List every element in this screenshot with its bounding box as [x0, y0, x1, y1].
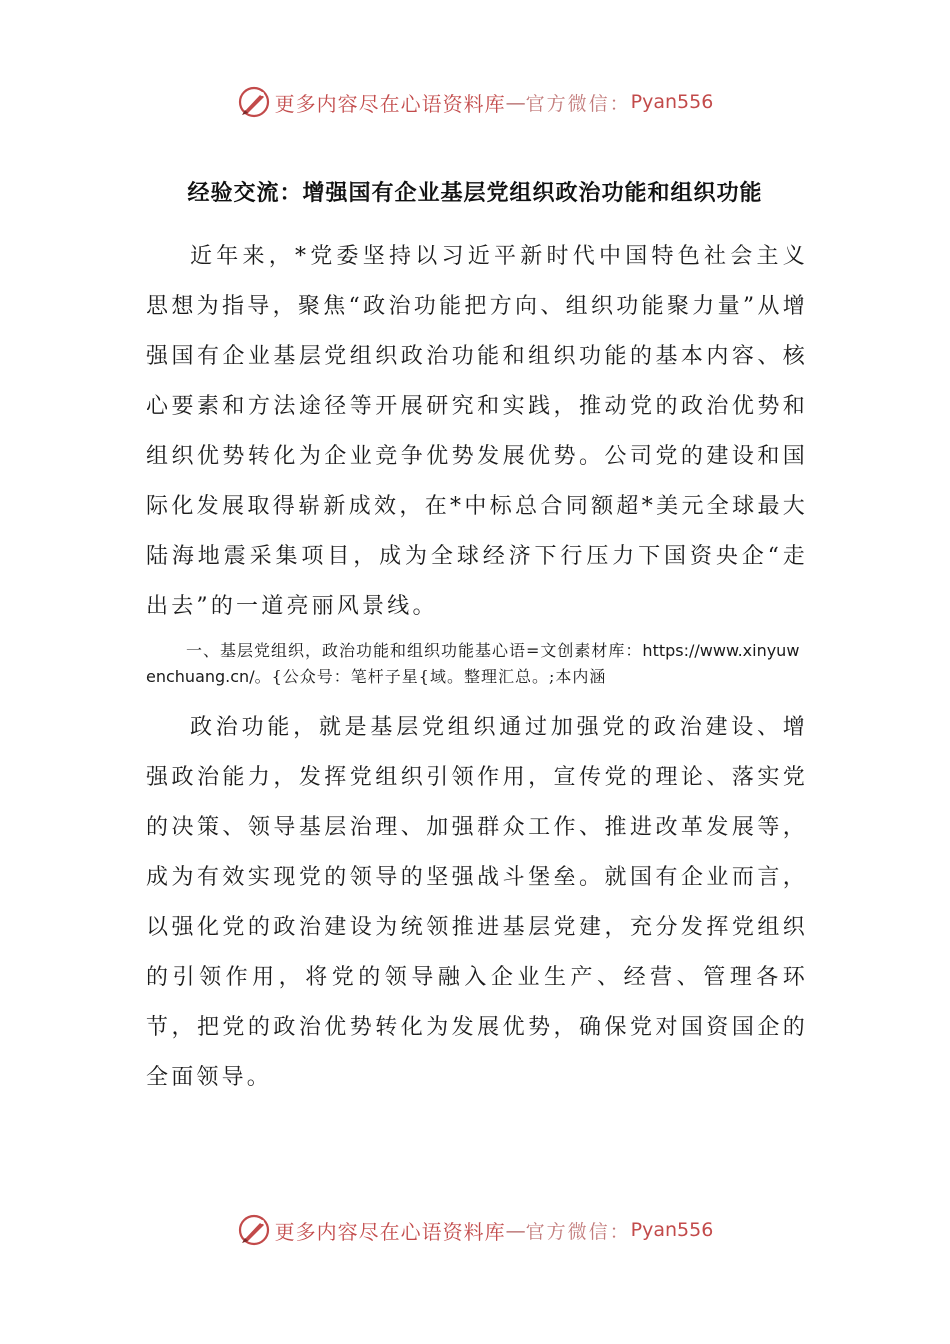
watermark-text: 更多内容尽在心语资料库: [274, 91, 506, 116]
paragraph-political-function: 政治功能，就是基层党组织通过加强党的政治建设、增强政治能力，发挥党组织引领作用，宣传党的理论、落实党的决策、领导基层治理、加强群众工作、推进改革发展等，成为有效实现党的领导的坚强战斗堡垒。就国有企业而言，以强化党的政治建设为统领推进基层党建，充分发挥党组织的引领作用，将党的领导融入企业生产、经营、管理各环节，把党的政治优势转化为发展优势，确保党对国资国企的全面领导。: [146, 715, 808, 1090]
watermark-wechat-label: 官方微信：: [525, 1220, 631, 1243]
source-link[interactable]: https://www.xinyuwenchuang.cn/: [146, 641, 800, 686]
section-heading-text: 一、基层党组织，政治功能和组织功能基心语=文创素材库：: [186, 641, 643, 660]
section-heading-1: [146, 638, 808, 690]
document-title: 经验交流：增强国有企业基层党组织政治功能和组织功能: [187, 180, 763, 206]
pen-circle-logo-icon: [237, 1213, 271, 1247]
section-heading-tail: 。{公众号：笔杆子星{域。整理汇总。;本内涵: [254, 667, 607, 686]
watermark-wechat-id: Pyan556: [630, 1219, 714, 1241]
watermark-separator: —: [505, 90, 526, 114]
watermark-separator: —: [505, 1218, 526, 1242]
paragraph-intro: 近年来，*党委坚持以习近平新时代中国特色社会主义思想为指导，聚焦“政治功能把方向、组织功能聚力量”从增强国有企业基层党组织政治功能和组织功能的基本内容、核心要素和方法途径等开展研究和实践，推动党的政治优势和组织优势转化为企业竞争优势发展优势。公司党的建设和国际化发展取得崭新成效，在*中标总合同额超*美元全球最大陆海地震采集项目，成为全球经济下行压力下国资央企“走出去”的一道亮丽风景线。: [146, 244, 808, 619]
watermark-wechat-id: Pyan556: [630, 91, 714, 113]
pen-circle-logo-icon: [237, 85, 271, 119]
watermark-text: 更多内容尽在心语资料库: [274, 1219, 506, 1244]
watermark-banner-top: [0, 82, 950, 122]
watermark-banner-bottom: [0, 1210, 950, 1250]
watermark-wechat-label: 官方微信：: [525, 92, 631, 115]
